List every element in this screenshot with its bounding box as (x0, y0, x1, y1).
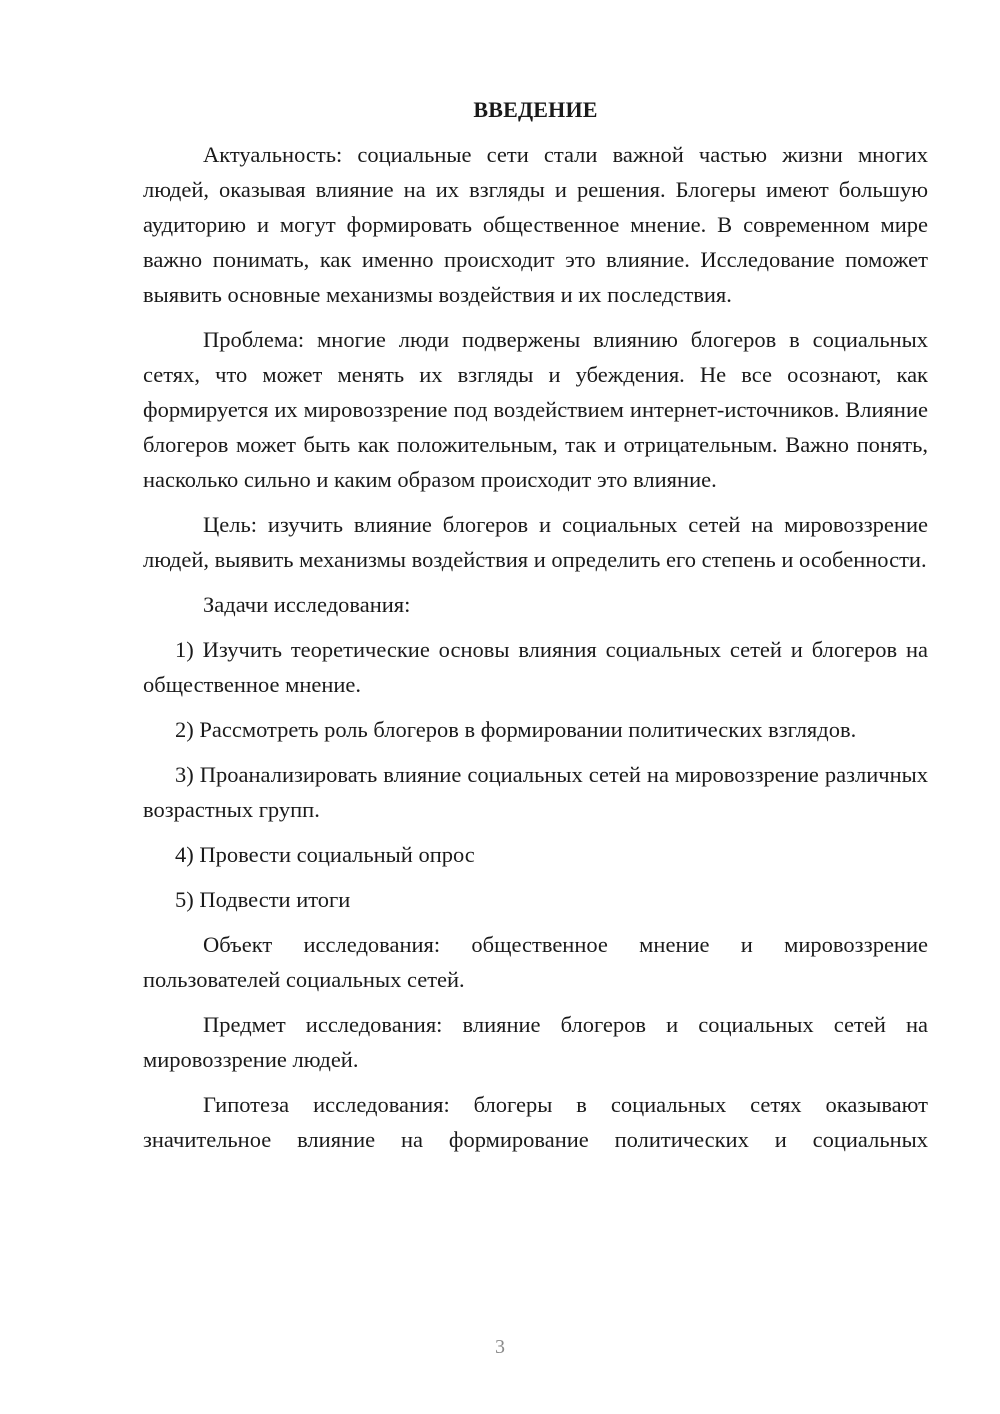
task-item-5: 5) Подвести итоги (175, 887, 351, 912)
paragraph-relevance: Актуальность: социальные сети стали важной частью жизни многих людей, оказывая влияние на их взгляды и решения. Блогеры имеют большую аудиторию и могут формировать общественное мнение. В современном мире важно понимать, как именно происходит это влияние. Исследование поможет выявить основные механизмы воздействия и их последствия. (143, 142, 928, 307)
paragraph-problem: Проблема: многие люди подвержены влиянию блогеров в социальных сетях, что может менять их взгляды и убеждения. Не все осознают, как формируется их мировоззрение под воздействием интернет-источников. Влияние блогеров может быть как положительным, так и отрицательным. Важно понять, насколько сильно и каким образом происходит это влияние. (143, 327, 928, 492)
page-number: 3 (495, 1336, 505, 1358)
paragraph-object: Объект исследования: общественное мнение и мировоззрение пользователей социальных сетей. (143, 932, 928, 992)
paragraph-goal: Цель: изучить влияние блогеров и социальных сетей на мировоззрение людей, выявить механизмы воздействия и определить его степень и особенности. (143, 512, 928, 572)
document-page (143, 92, 928, 1167)
paragraph-subject: Предмет исследования: влияние блогеров и социальных сетей на мировоззрение людей. (143, 1012, 928, 1072)
paragraph-hypothesis: Гипотеза исследования: блогеры в социальных сетях оказывают значительное влияние на формирование политических и социальных (143, 1092, 928, 1152)
task-item-4: 4) Провести социальный опрос (175, 842, 475, 867)
task-item-3: 3) Проанализировать влияние социальных сетей на мировоззрение различных возрастных групп. (143, 762, 928, 822)
task-item-1: 1) Изучить теоретические основы влияния социальных сетей и блогеров на общественное мнение. (143, 637, 928, 697)
task-item-2: 2) Рассмотреть роль блогеров в формировании политических взглядов. (175, 717, 857, 742)
paragraph-tasks-heading: Задачи исследования: (203, 592, 411, 617)
section-heading: ВВЕДЕНИЕ (473, 97, 598, 122)
